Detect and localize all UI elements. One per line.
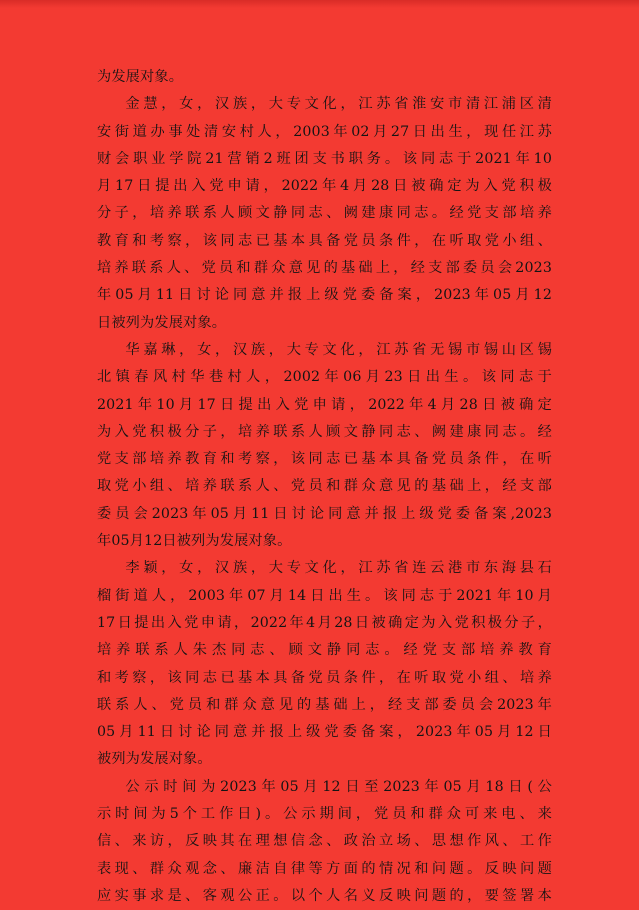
- paragraph-intro-tail: [97, 64, 552, 91]
- text-line: 日被列为发展对象。: [97, 314, 227, 331]
- text-line: 被列为发展对象。: [97, 751, 212, 768]
- text-line: 培养联系人朱杰同志、顾文静同志。经党支部培养教育: [97, 642, 552, 659]
- text-line: 财会职业学院21营销2班团支书职务。该同志于2021年10: [97, 150, 552, 167]
- text-line: 委员会2023年05月11日讨论同意并报上级党委备案,2023: [97, 505, 552, 522]
- text-line: 北镇春风村华巷村人，2002年06月23日出生。该同志于: [97, 369, 552, 386]
- text-line: 榴街道人，2003年07月14日出生。该同志于2021年10月: [97, 587, 552, 604]
- text-line: 月17日提出入党申请，2022年4月28日被确定为入党积极: [97, 178, 552, 195]
- text-line: 和考察，该同志已基本具备党员条件，在听取党小组、培养: [97, 669, 552, 686]
- text-line: 取党小组、培养联系人、党员和群众意见的基础上，经支部: [97, 478, 552, 495]
- scan-top-edge: [0, 0, 639, 8]
- text-line: 公示时间为2023年05月12日至2023年05月18日(公: [125, 778, 552, 795]
- text-line: 安街道办事处清安村人，2003年02月27日出生，现任江苏: [97, 123, 552, 140]
- text-line: 示时间为5个工作日)。公示期间，党员和群众可来电、来: [97, 806, 552, 823]
- text-line: 应实事求是、客观公正。以个人名义反映问题的，要签署本: [97, 887, 552, 904]
- document-body: [97, 64, 552, 910]
- text-line: 年05月12日被列为发展对象。: [97, 533, 292, 550]
- paragraph-hua-jialin: [97, 337, 552, 555]
- paragraph-jin-hui: [97, 91, 552, 337]
- text-line: 分子，培养联系人顾文静同志、阙建康同志。经党支部培养: [97, 205, 552, 222]
- text-line: 05月11日讨论同意并报上级党委备案，2023年05月12日: [97, 724, 552, 741]
- text-line: 金慧，女，汉族，大专文化，江苏省淮安市清江浦区清: [125, 96, 552, 113]
- text-line: 年05月11日讨论同意并报上级党委备案，2023年05月12: [97, 287, 552, 304]
- text-line: 李颖，女，汉族，大专文化，江苏省连云港市东海县石: [125, 560, 552, 577]
- text-line: 联系人、党员和群众意见的基础上，经支部委员会2023年: [97, 696, 552, 713]
- text-line: 教育和考察，该同志已基本具备党员条件，在听取党小组、: [97, 232, 552, 249]
- text-line: 培养联系人、党员和群众意见的基础上，经支部委员会2023: [97, 260, 552, 277]
- text-line: 华嘉琳，女，汉族，大专文化，江苏省无锡市锡山区锡: [125, 341, 552, 358]
- text-line: 17日提出入党申请，2022年4月28日被确定为入党积极分子，: [97, 614, 552, 631]
- paragraph-li-ying: [97, 555, 552, 773]
- text-line: 信、来访，反映其在理想信念、政治立场、思想作风、工作: [97, 833, 552, 850]
- text-line: 2021年10月17日提出入党申请，2022年4月28日被确定: [97, 396, 552, 413]
- text-line: 党支部培养教育和考察，该同志已基本具备党员条件，在听: [97, 451, 552, 468]
- paragraph-publicity-period: [97, 774, 552, 910]
- text-line: 为发展对象。: [97, 69, 184, 85]
- text-line: 表现、群众观念、廉洁自律等方面的情况和问题。反映问题: [97, 860, 552, 877]
- text-line: 为入党积极分子，培养联系人顾文静同志、阙建康同志。经: [97, 423, 552, 440]
